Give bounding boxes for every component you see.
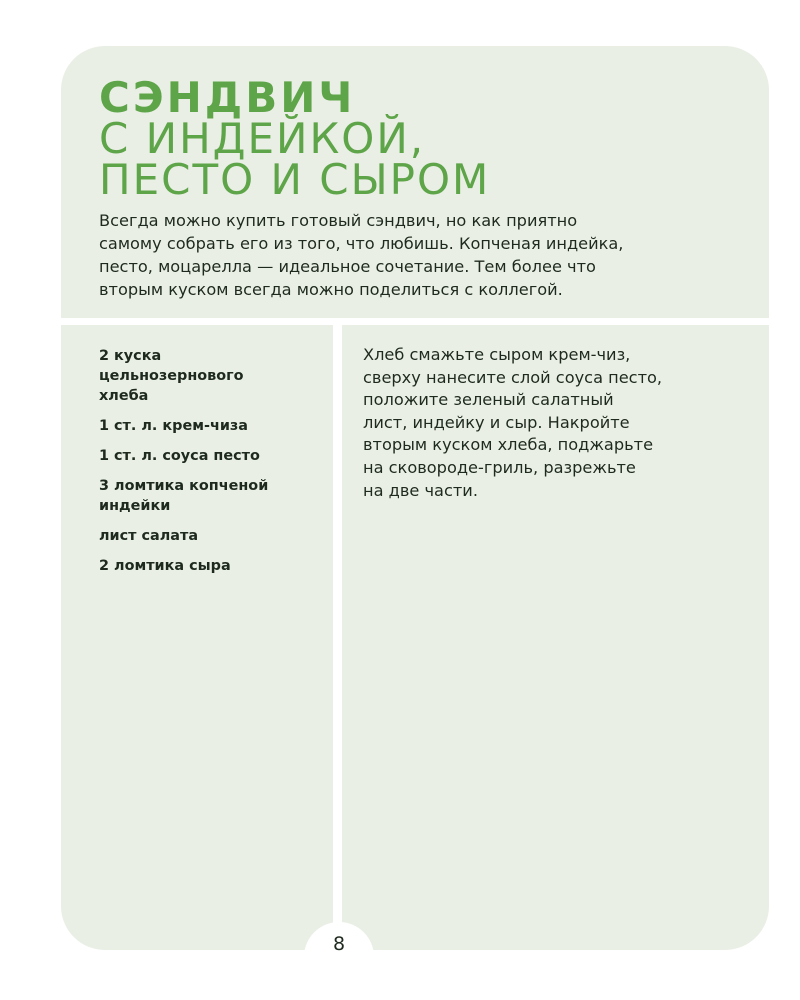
recipe-subtitle-line-2: ПЕСТО И СЫРОМ	[99, 155, 491, 204]
horizontal-divider	[61, 318, 769, 325]
recipe-card	[61, 46, 769, 950]
recipe-title: СЭНДВИЧ	[99, 73, 356, 122]
intro-line: самому собрать его из того, что любишь. Копченая индейка,	[99, 234, 624, 253]
method-line: положите зеленый салатный	[363, 390, 614, 410]
ingredients-list	[99, 346, 319, 586]
method-line: Хлеб смажьте сыром крем-чиз,	[363, 345, 631, 364]
ingredient-item	[99, 346, 319, 406]
recipe-subtitle-line-1: С ИНДЕЙКОЙ,	[99, 114, 426, 163]
ingredient-text: 1 ст. л. соуса песто	[99, 448, 260, 464]
ingredient-item	[99, 556, 319, 576]
ingredient-item	[99, 416, 319, 436]
method-line: на сковороде-гриль, разрежьте	[363, 457, 636, 477]
method-line: лист, индейку и сыр. Накройте	[363, 412, 630, 432]
ingredient-text: хлеба	[99, 388, 149, 404]
intro-line: вторым куском всегда можно поделиться с коллегой.	[99, 280, 563, 299]
intro-line: Всегда можно купить готовый сэндвич, но как приятно	[99, 211, 578, 230]
intro-line: песто, моцарелла — идеальное сочетание. Тем более что	[99, 257, 596, 276]
ingredient-text: 3 ломтика копченой	[99, 478, 269, 494]
recipe-intro	[99, 209, 739, 301]
recipe-method	[363, 344, 743, 502]
ingredient-text: 2 ломтика сыра	[99, 558, 231, 574]
method-line: сверху нанесите слой соуса песто,	[363, 367, 663, 387]
ingredient-item	[99, 476, 319, 516]
vertical-divider	[333, 325, 342, 950]
ingredient-text: цельнозернового	[99, 368, 244, 384]
recipe-header	[61, 46, 769, 318]
ingredient-text: 1 ст. л. крем-чиза	[99, 418, 248, 434]
method-line: вторым куском хлеба, поджарьте	[363, 435, 654, 455]
method-line: на две части.	[363, 480, 478, 500]
ingredient-text: лист салата	[99, 528, 199, 544]
ingredient-item	[99, 446, 319, 466]
ingredient-text: индейки	[99, 498, 171, 514]
ingredient-text: 2 куска	[99, 348, 162, 364]
page-number: 8	[332, 933, 346, 955]
ingredient-item	[99, 526, 319, 546]
